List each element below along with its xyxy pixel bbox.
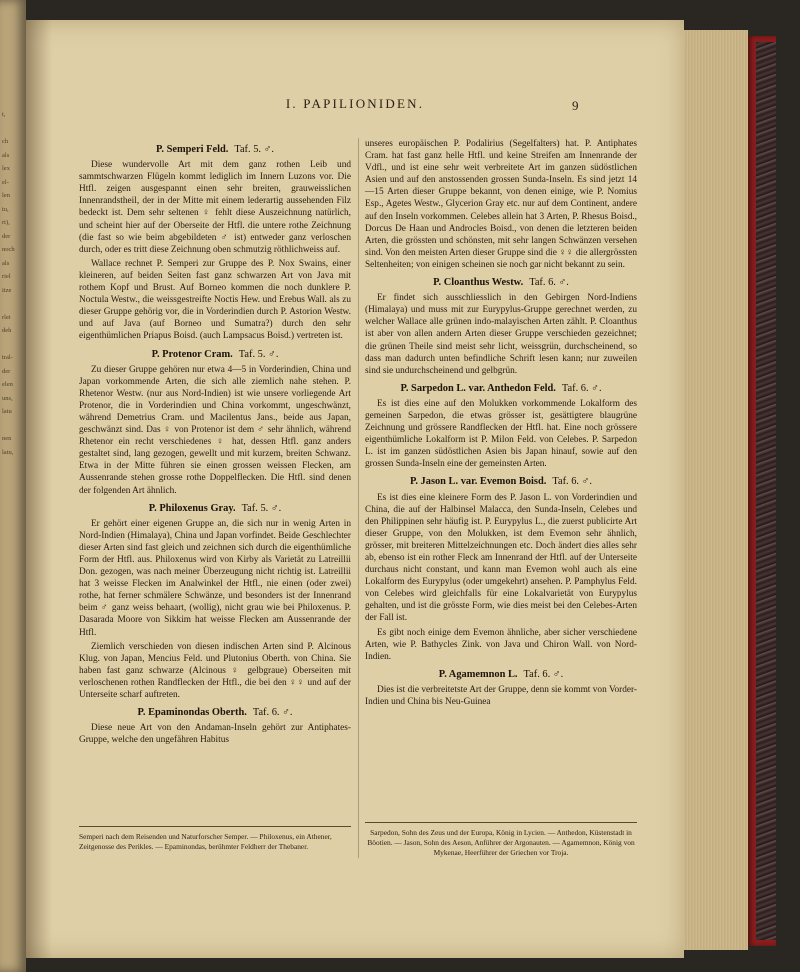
right-column (365, 138, 637, 710)
species-name: P. Protenor Cram. (151, 348, 233, 360)
page-number: 9 (572, 98, 579, 113)
species-heading (79, 144, 351, 156)
plate-reference: Taf. 6. ♂. (529, 277, 569, 289)
species-name: P. Agamemnon L. (438, 668, 518, 680)
plate-reference: Taf. 6. ♂. (561, 382, 602, 394)
paragraph: Dies ist die verbreitetste Art der Gruppe, denn sie kommt von Vorder-Indien und China bis Neu-Guinea (365, 684, 637, 708)
book-cover-marbled (756, 42, 776, 940)
species-heading (79, 349, 351, 361)
species-name: P. Philoxenus Gray. (148, 502, 236, 514)
species-name: P. Sarpedon L. var. Anthedon Feld. (400, 382, 556, 394)
previous-page-edge (0, 0, 26, 972)
footnote-rule-right (365, 822, 637, 823)
species-heading (365, 669, 637, 681)
plate-reference: Taf. 5. ♂. (238, 348, 279, 360)
paragraph: Es ist dies eine kleinere Form des P. Jason L. von Vorderindien und China, die auf der Halbinsel Malacca, den Sunda-Inseln, Celebes und den Philippinen sehr häufig ist. P. Eurypylus L., die zuerst publicirte Art dieser Gruppe, von den Molukken, ist dem Evemon sehr ähnlich, grösser, mit breiteren Mittelzeichnungen etc. Doch ändert dies alles sehr ab, ebenso ist ein rother Fleck am Innenrand der Htfl. auf der Unterseite durchaus nicht constant, und kann man Evemon wohl auch als eine Lokalform des Eurypylus (oder umgekehrt) ansehen. P. Pamphylus Feld. von Celebes wird gleichfalls für eine Lokalvarietät von Eurypylus gehalten, und ist die grösste Form, wie dies meist bei den Celebes-Arten der Fall ist. (365, 492, 637, 624)
species-name: P. Cloanthus Westw. (433, 277, 524, 289)
footnote-right: Sarpedon, Sohn des Zeus und der Europa, König in Lycien. — Anthedon, Küstenstadt in Böotien. — Jason, Sohn des Aeson, Anführer der Argonauten. — Agamemnon, König von Mykenae, Heerführer der Griechen vor Troja. (367, 828, 635, 857)
paragraph: Wallace rechnet P. Semperi zur Gruppe des P. Nox Swains, einer kleineren, auf beiden Seiten fast ganz schwarzen Art von Java mit rothem Kopf und Brust. Auf Borneo kommen die noch dunklere P. Noctula Westw., die weissgestreifte Noctis Hew. und Erebus Wall. als zu dieser Gruppe gehörig vor, die in Vorderindien durch P. Astorion Westw. und auf Java (auf Borneo und Sumatra?) durch den sehr eigenthümlichen Priapus Boisd. (auch Lampsacus Boisd.) vertreten ist. (79, 258, 351, 342)
species-heading (79, 503, 351, 515)
plate-reference: Taf. 5. ♂. (234, 144, 274, 155)
previous-page-text-fragments: t, ch als lex el- len tu, rt), der noch als riel itze rlei deh tral- der elen uns, latu nen latu, (2, 111, 15, 456)
species-name: P. Epaminondas Oberth. (137, 707, 247, 719)
species-heading (365, 476, 637, 488)
footnote-left: Semperi nach dem Reisenden und Naturforscher Semper. — Philoxenus, ein Athener, Zeitgenosse des Perikles. — Epaminondas, berühmter Feldherr der Thebaner. (79, 832, 332, 851)
species-name: P. Semperi Feld. (155, 144, 229, 155)
footnote-rule-left (79, 826, 351, 827)
paragraph: Ziemlich verschieden von diesen indischen Arten sind P. Alcinous Klug. von Japan, Mencius Feld. und Plutonius Oberth. von China. Sie haben fast ganz schwarze (Alcinous ♀ gelbgraue) Oberseiten mit verloschenen rothen Randflecken der Htfl., die bei den ♀♀ und auf der Unterseite scharf auftreten. (79, 641, 351, 701)
paragraph: Es gibt noch einige dem Evemon ähnliche, aber sicher verschiedene Arten, wie P. Bathycles Zink. von Java und Chiron Wall. von Nord-Indien. (365, 627, 637, 662)
plate-reference: Taf. 6. ♂. (523, 668, 564, 680)
paragraph: Diese wundervolle Art mit dem ganz rothen Leib und sammtschwarzen Flügeln kommt lediglich im Innern Luzons vor. Die Htfl. zeigen ausgespannt einen sehr breiten, grauweisslichen Innenrandstheil, der in der Mitte mit einem lederartig aussehenden Filz bedeckt ist. Dem sehr seltenen ♀ fehlt diese Auszeichnung natürlich, und scheint hier auf der Oberseite der Htfl. die untere rothe Zeichnung (die fast so wie beim abgebildeten ♂ ist) entweder ganz verloschen durch, oder es tritt diese Zeichnung oben schmutzig röthlichweiss auf. (79, 160, 351, 255)
species-heading (365, 277, 637, 289)
paragraph: unseres europäischen P. Podalirius (Segelfalters) hat. P. Antiphates Cram. hat fast ganz helle Htfl. und keine Streifen am Innenrande der Vdfl., und ist eine sehr weit verbreitete Art im ganzen südöstlichen Asien und auf den anstossenden grossen Sunda-Inseln. Es sind jetzt 14—15 Arten dieser Gruppe bekannt, von denen einige, wie P. Nomius Esp., Agetes Westw., Glycerion Gray etc. nur auf dem Continent, andere auf den Inseln vorkommen. Celebes allein hat 3 Arten, P. Rhesus Boisd., Dorcus De Haan und Androcles Boisd., von denen die letzteren beiden Arten, die grössten und schönsten, mit sehr langen Schwänzen versehen sind. Von den meisten Arten dieser Gruppe sind die ♀♀ die allergrössten Seltenheiten; von einigen scheinen sie noch gar nicht bekannt zu sein. (365, 139, 637, 270)
running-head: I. PAPILIONIDEN. (285, 96, 425, 111)
paragraph: Diese neue Art von den Andaman-Inseln gehört zur Antiphates-Gruppe, welche den ungefähren Habitus (79, 723, 351, 746)
book-page (26, 20, 684, 958)
species-heading (79, 707, 351, 719)
plate-reference: Taf. 6. ♂. (552, 476, 593, 488)
paragraph: Zu dieser Gruppe gehören nur etwa 4—5 in Vorderindien, China und Japan vorkommende Arten, die sich alle ziemlich nahe stehen. P. Rhetenor Westw. (nur aus Nord-Indien) ist wie unsere vorliegende Art Protenor, die in Vorderindien und China vorkommt, ungeschwänzt, während Demetrius Cram. und Macilentus Jans., beide aus Japan, geschwänzt sind. Das ♀ von Protenor ist dem ♂ sehr ähnlich, während Rhetenor ein recht verschiedenes ♀ hat, dessen Htfl. ganz anders gestaltet sind, lang gezogen, gewellt und mit kurzem, breiten Schwanz. Etwa in der Mitte führen sie einen grossen weissen Flecken, am Aussenrande stehen grosse rothe Doppelflecken. Die Htfl. sind denen der folgenden Art ähnlich. (79, 364, 351, 496)
paragraph: Er findet sich ausschliesslich in den Gebirgen Nord-Indiens (Himalaya) und muss mit zur Eurypylus-Gruppe gerechnet werden, zu welcher Wallace alle grünen indo-malayischen Arten zählt. P. Cloanthus ist aber von allen andern Arten dieser Gruppe verschieden gezeichnet; die grünen Theile sind meist sehr licht, weissgrün, durchscheinend, so dass man dadurch unten befindliche Schrift lesen kann; nur zuweilen sind sie undurchscheinend und gelbgrün. (365, 293, 637, 376)
paragraph: Er gehört einer eigenen Gruppe an, die sich nur in wenig Arten in Nord-Indien (Himalaya), China und Japan vorfindet. Beide Geschlechter dieser Arten sind fast gleich und zeichnen sich durch die eigenthümliche Form der Htfl. aus. Philoxenus wird von Kirby als Varietät zu Latreillii Don. gezogen, was nach meiner Überzeugung nicht richtig ist. Latreillii hat 3 weisse Flecken im Analwinkel der Htfl., nie einen (oder zwei) rothe, hat ferner schmälere Schwänze, und besonders ist der Innenrand beim ♂ ganz weiss behaart, (wollig), nicht grau wie bei Philoxenus. P. Dasarada Moore von Sikkim hat weisse Flecken am Aussenrande der Htfl. (79, 518, 351, 638)
column-rule (358, 138, 359, 858)
paragraph: Es ist dies eine auf den Molukken vorkommende Lokalform des gemeinen Sarpedon, die etwas grösser ist, gesättigtere blaugrüne Zeichnung und grössere Randflecken der Htfl. hat. Eine noch grössere eigenthümliche Lokalform ist P. Milon Feld. von Celebes. P. Sarpedon L. ist im ganzen südöstlichen Asien bis Japan hinauf, sowie auf den grossen Sunda-Inseln eine der gemeinsten Arten. (365, 398, 637, 470)
plate-reference: Taf. 5. ♂. (241, 502, 282, 514)
left-column (79, 138, 351, 748)
plate-reference: Taf. 6. ♂. (252, 707, 293, 719)
species-heading (365, 383, 637, 395)
book-page-edges (684, 30, 748, 950)
gutter-shadow (26, 20, 52, 958)
species-name: P. Jason L. var. Evemon Boisd. (409, 476, 547, 488)
